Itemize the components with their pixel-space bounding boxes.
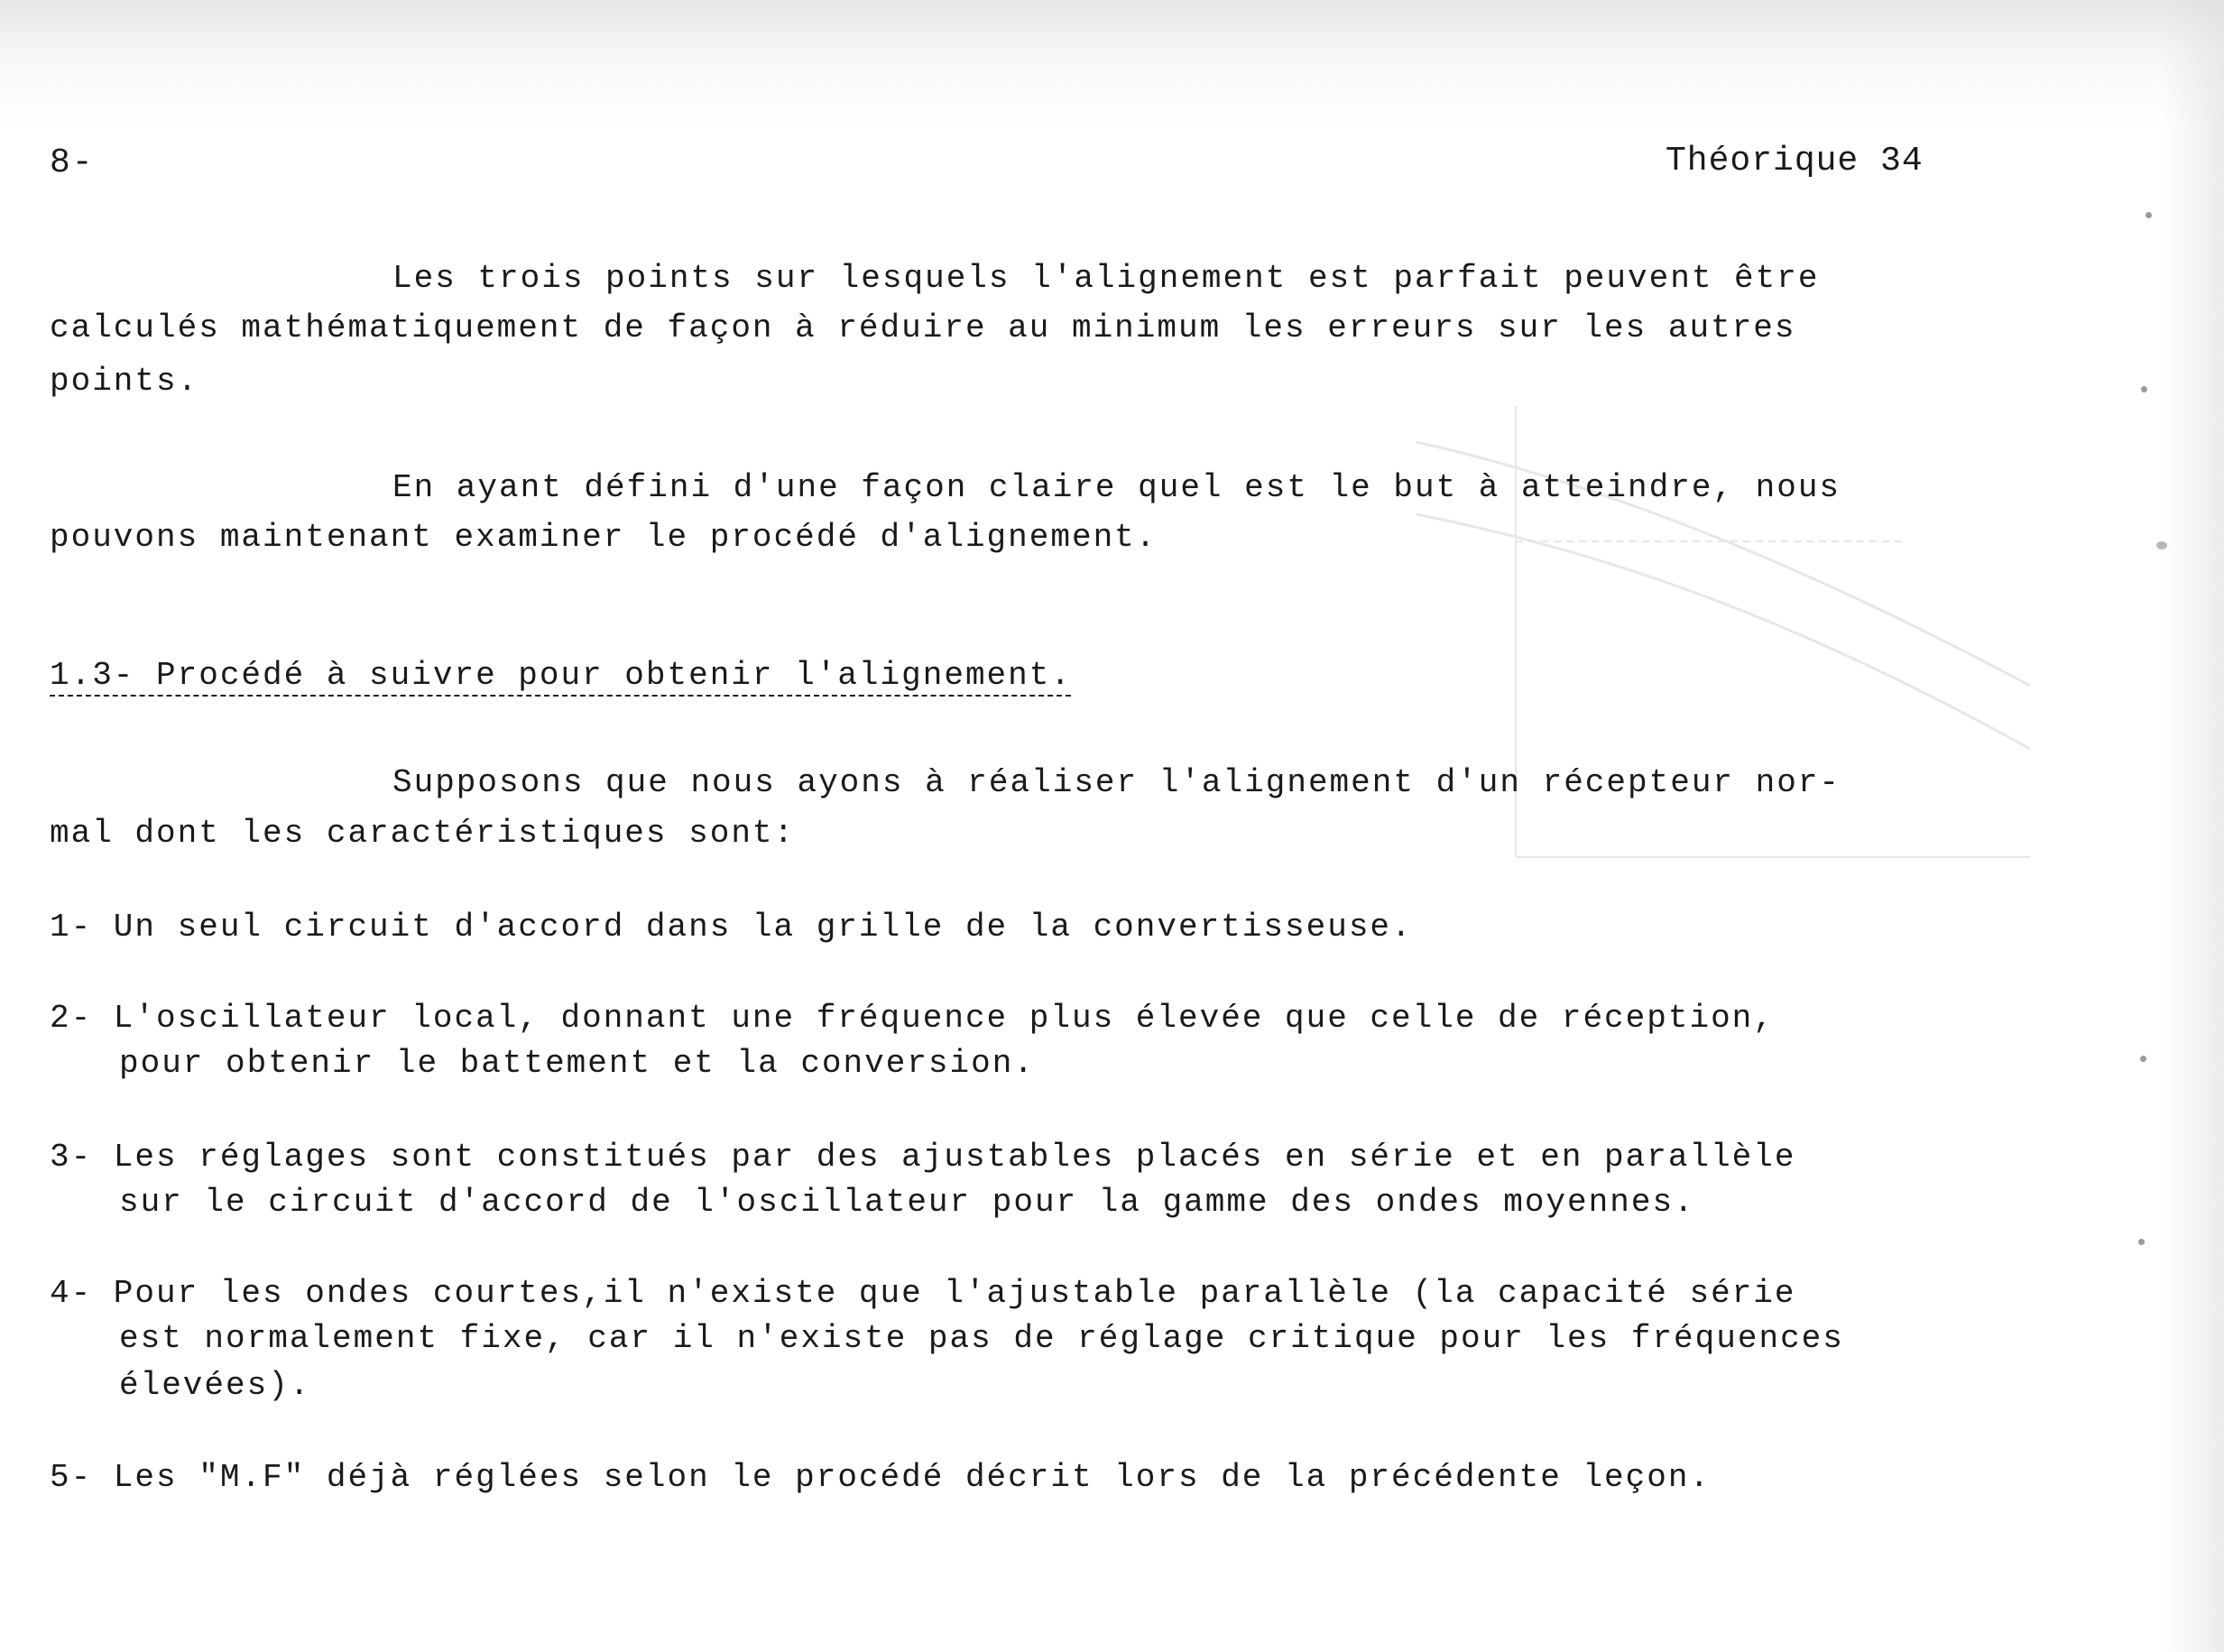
list-item-3-continuation: sur le circuit d'accord de l'oscillateur pour la gamme des ondes moyennes.	[119, 1184, 1695, 1221]
scan-speck	[2156, 541, 2167, 549]
scan-speck	[2146, 212, 2152, 218]
document-label: Théorique 34	[1666, 142, 1924, 180]
list-item-4-continuation: élevées).	[119, 1367, 311, 1404]
scan-speck	[2141, 386, 2147, 392]
paragraph-line: Supposons que nous ayons à réaliser l'alignement d'un récepteur nor-	[392, 764, 1841, 801]
list-item-3: 3- Les réglages sont constitués par des ajustables placés en série et en parallèle	[50, 1139, 1796, 1176]
bleed-through-figure	[1398, 388, 2048, 893]
scan-speck	[2138, 1239, 2145, 1245]
page-edge-shadow	[2161, 0, 2224, 1652]
list-item-4: 4- Pour les ondes courtes,il n'existe que l'ajustable parallèle (la capacité série	[50, 1275, 1796, 1312]
paragraph-line: pouvons maintenant examiner le procédé d'alignement.	[50, 519, 1158, 556]
list-item-5: 5- Les "M.F" déjà réglées selon le procédé décrit lors de la précédente leçon.	[50, 1459, 1712, 1496]
section-heading: 1.3- Procédé à suivre pour obtenir l'alignement.	[50, 657, 1072, 694]
list-item-2: 2- L'oscillateur local, donnant une fréquence plus élevée que celle de réception,	[50, 1000, 1775, 1037]
paragraph-line: points.	[50, 363, 199, 400]
list-item-4-continuation: est normalement fixe, car il n'existe pas de réglage critique pour les fréquences	[119, 1320, 1844, 1357]
paragraph-line: Les trois points sur lesquels l'alignement est parfait peuvent être	[392, 260, 1820, 297]
paragraph-line: calculés mathématiquement de façon à réduire au minimum les erreurs sur les autres	[50, 309, 1796, 346]
scan-speck	[2140, 1056, 2146, 1062]
list-item-1: 1- Un seul circuit d'accord dans la grille de la convertisseuse.	[50, 909, 1413, 946]
list-item-2-continuation: pour obtenir le battement et la conversion.	[119, 1045, 1035, 1082]
paragraph-line: mal dont les caractéristiques sont:	[50, 815, 796, 852]
paragraph-line: En ayant défini d'une façon claire quel est le but à atteindre, nous	[392, 469, 1841, 506]
page-number: 8-	[50, 143, 95, 182]
